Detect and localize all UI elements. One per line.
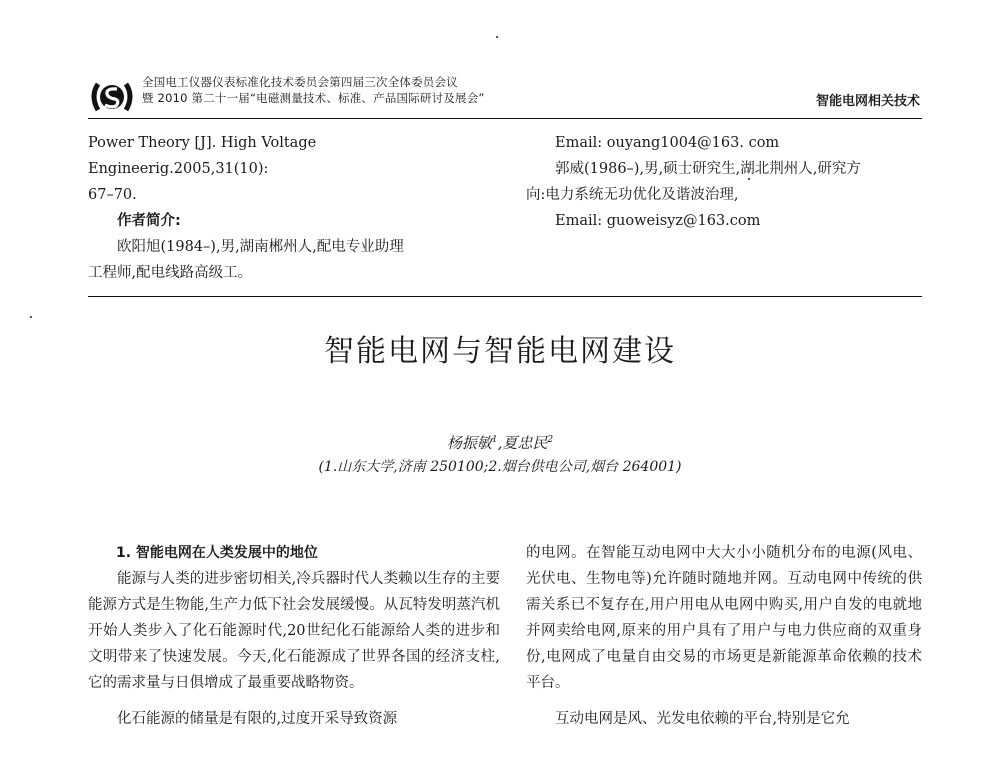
author-bio-heading: 作者简介: bbox=[117, 213, 181, 229]
body-left-column bbox=[88, 540, 500, 732]
section-label: 智能电网相关技术 bbox=[815, 94, 920, 109]
article-separator-rule bbox=[88, 296, 922, 297]
conference-line-1: 全国电工仪器仪表标准化技术委员会第四届三次全体委员会议 bbox=[142, 75, 458, 89]
conference-info bbox=[142, 74, 485, 106]
running-header bbox=[88, 72, 922, 116]
body-paragraph: 化石能源的储量是有限的,过度开采导致资源 bbox=[117, 711, 398, 727]
author-bio-2-line-1: 郭威(1986–),男,硕士研究生,湖北荆州人,研究方 bbox=[555, 161, 861, 177]
body-paragraph: 能源与人类的进步密切相关,冷兵器时代人类赖以生存的主要能源方式是生物能,生产力低下社会发展缓慢。从瓦特发明蒸汽机开始人类步入了化石能源时代,20世纪化石能源给人类的进步和文明带来了快速发展。今天,化石能源成了世界各国的经济支柱,它的需求量与日俱增成了最重要战略物资。 bbox=[88, 571, 500, 691]
article-title: 智能电网与智能电网建设 bbox=[324, 334, 676, 369]
previous-article-left-column bbox=[88, 130, 500, 286]
article-authors bbox=[0, 432, 1000, 453]
author-name-2: 夏忠民 bbox=[502, 434, 548, 452]
scan-speck bbox=[748, 178, 750, 180]
author-affiliations: (1.山东大学,济南 250100;2.烟台供电公司,烟台 264001) bbox=[318, 459, 682, 475]
body-right-column bbox=[526, 540, 922, 732]
section-heading: 1. 智能电网在人类发展中的地位 bbox=[116, 545, 318, 561]
author-name-1: 杨振敏 bbox=[446, 434, 492, 452]
conference-logo-icon bbox=[88, 76, 136, 116]
scan-speck bbox=[30, 316, 32, 318]
author-affil-mark-1: 1 bbox=[491, 435, 498, 445]
author-affil-mark-2: 2 bbox=[547, 435, 554, 445]
author-email-2: Email: guoweisyz@163.com bbox=[555, 213, 761, 229]
author-bio-line-1: 欧阳旭(1984–),男,湖南郴州人,配电专业助理 bbox=[117, 239, 404, 255]
author-separator: , bbox=[497, 434, 503, 452]
author-bio-line-2: 工程师,配电线路高级工。 bbox=[88, 265, 253, 281]
body-paragraph: 的电网。在智能互动电网中大大小小随机分布的电源(风电、光伏电、生物电等)允许随时随地并网。互动电网中传统的供需关系已不复存在,用户用电从电网中购买,用户自发的电就地并网卖给电网,原来的用户具有了用户与电力供应商的双重身份,电网成了电量自由交易的市场更是新能源革命依赖的技术平台。 bbox=[526, 545, 922, 691]
reference-line-2: 67–70. bbox=[88, 187, 137, 203]
scan-speck bbox=[496, 36, 498, 38]
body-paragraph: 互动电网是风、光发电依赖的平台,特别是它允 bbox=[555, 711, 850, 727]
conference-line-2: 暨 2010 第二十一届“电磁测量技术、标准、产品国际研讨及展会” bbox=[142, 91, 485, 105]
previous-article-right-column bbox=[526, 130, 922, 234]
author-bio-2-line-2: 向:电力系统无功优化及谐波治理, bbox=[526, 187, 739, 203]
author-email-1: Email: ouyang1004@163. com bbox=[555, 135, 780, 151]
header-rule bbox=[88, 118, 922, 119]
reference-line-1: Power Theory [J]. High Voltage Engineerig.2005,31(10): bbox=[88, 135, 317, 177]
